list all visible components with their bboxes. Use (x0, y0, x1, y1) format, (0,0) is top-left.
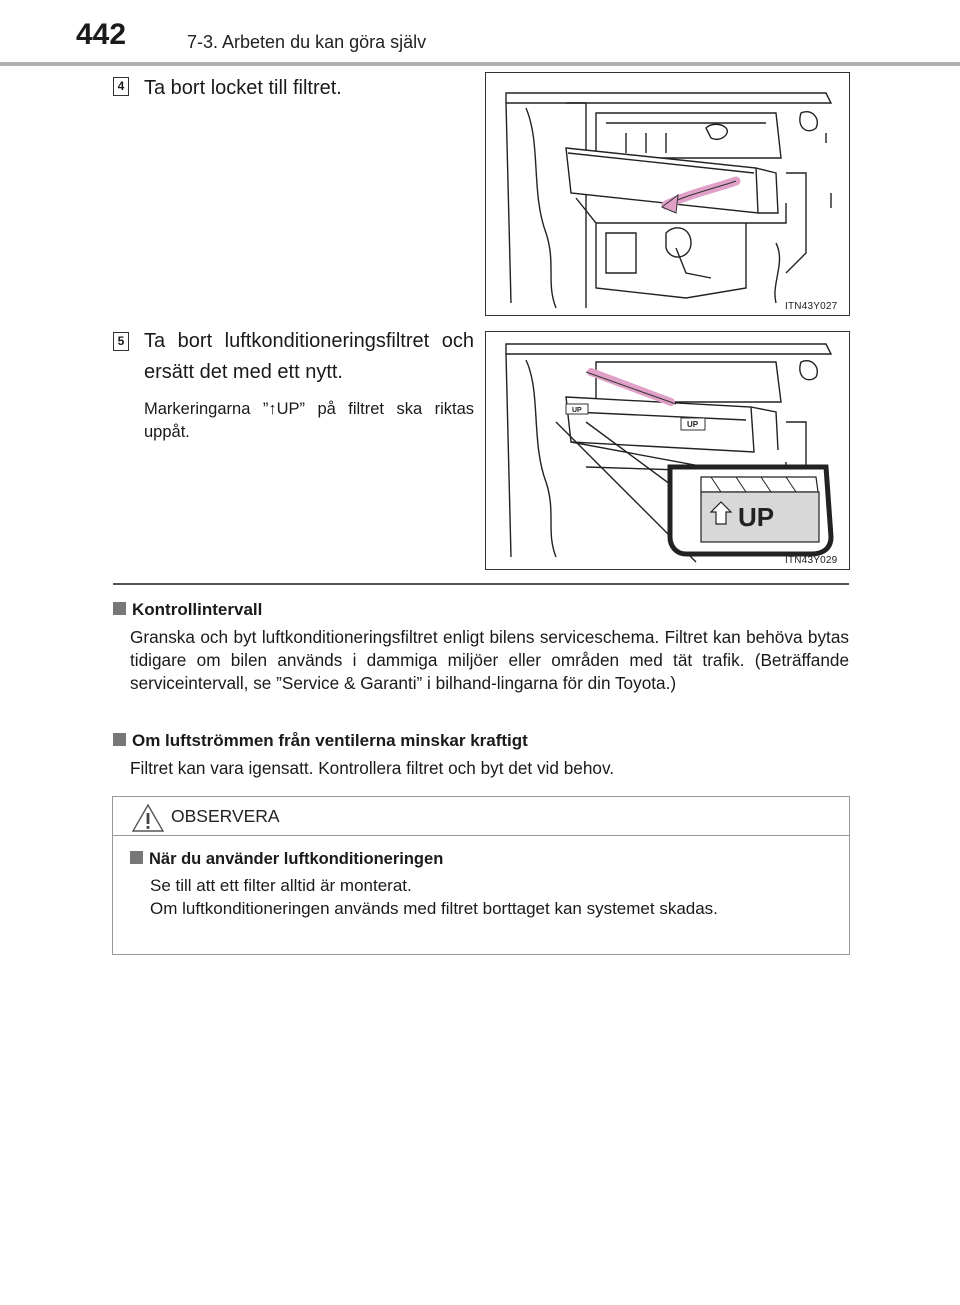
caution-line: Om luftkonditioneringen används med filtret borttaget kan systemet skadas. (150, 899, 718, 918)
section-heading: Om luftströmmen från ventilerna minskar kraftigt (132, 731, 528, 750)
section-heading: Kontrollintervall (132, 600, 263, 619)
section-body: Granska och byt luftkonditioneringsfiltret enligt bilens serviceschema. Filtret kan behöva bytas tidigare om bilen används i dammiga miljöer eller områden med tät trafik. (Beträffande serviceintervall, se ”Service & Garanti” i bilhand-lingarna för din Toyota.) (130, 627, 849, 693)
filter-cover-illustration (486, 73, 849, 315)
section-title: 7-3. Arbeten du kan göra själv (187, 32, 427, 52)
page-header (0, 0, 960, 62)
square-bullet-icon (113, 602, 126, 615)
figure-code: ITN43Y027 (785, 301, 838, 312)
section-luftstrom (113, 729, 849, 780)
step-number-5: 5 (113, 332, 129, 351)
warning-triangle-icon (131, 803, 165, 833)
figure-code: ITN43Y029 (785, 555, 838, 566)
caution-box (112, 796, 850, 955)
section-body: Filtret kan vara igensatt. Kontrollera filtret och byt det vid behov. (130, 758, 615, 778)
up-label-small-2: UP (687, 420, 699, 429)
figure-replace-filter (485, 331, 850, 570)
filter-replace-illustration (486, 332, 849, 569)
section-divider (113, 583, 849, 585)
caution-title: OBSERVERA (171, 806, 280, 826)
step-4-text: Ta bort locket till filtret. (144, 77, 342, 99)
square-bullet-icon (130, 851, 143, 864)
figure-remove-cover (485, 72, 850, 316)
caution-line: Se till att ett filter alltid är monterat. (150, 876, 412, 895)
page-number: 442 (76, 18, 127, 51)
step-5-note: Markeringarna ”↑UP” på filtret ska riktas uppåt. (144, 400, 474, 441)
caution-header (113, 797, 849, 836)
square-bullet-icon (113, 733, 126, 746)
section-kontrollintervall (113, 598, 849, 695)
up-label-small-1: UP (572, 407, 582, 414)
header-rule (0, 62, 960, 66)
up-label-large: UP (738, 502, 775, 532)
caution-heading: När du använder luftkonditioneringen (149, 850, 444, 868)
step-5-text: Ta bort luftkonditioneringsfiltret och ersätt det med ett nytt. (144, 330, 474, 383)
step-number-4: 4 (113, 77, 129, 96)
